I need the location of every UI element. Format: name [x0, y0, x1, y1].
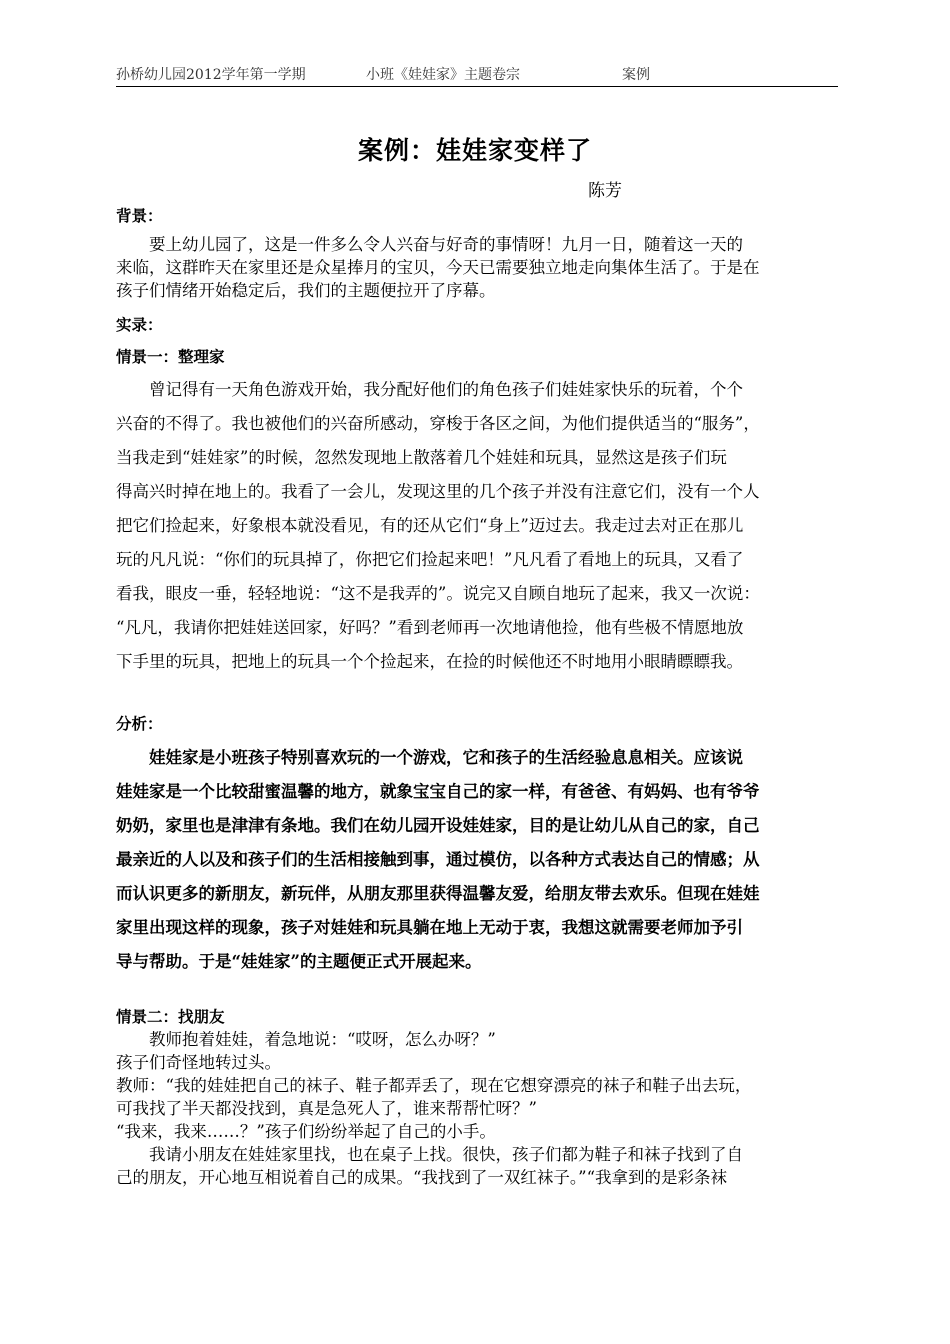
- paragraph-line: 曾记得有一天角色游戏开始，我分配好他们的角色孩子们娃娃家快乐的玩着，个个: [116, 380, 743, 399]
- header-type: 案例: [622, 67, 650, 83]
- paragraph-line: “凡凡，我请你把娃娃送回家，好吗？”看到老师再一次地请他捡，他有些极不情愿地放: [116, 618, 744, 637]
- paragraph-line: 我请小朋友在娃娃家里找，也在桌子上找。很快，孩子们都为鞋子和袜子找到了自: [116, 1145, 743, 1164]
- scene1-label: 情景一：整理家: [116, 348, 225, 366]
- analysis-label: 分析：: [116, 715, 163, 733]
- document-title: 案例：娃娃家变样了: [357, 136, 592, 165]
- paragraph-line: 奶奶，家里也是津津有条地。我们在幼儿园开设娃娃家，目的是让幼儿从自己的家，自己: [116, 816, 760, 835]
- paragraph-line: 兴奋的不得了。我也被他们的兴奋所感动，穿梭于各区之间，为他们提供适当的“服务”，: [116, 414, 760, 433]
- paragraph-line: 玩的凡凡说：“你们的玩具掉了，你把它们捡起来吧！”凡凡看了看地上的玩具，又看了: [116, 550, 744, 569]
- analysis-paragraph: [116, 741, 840, 979]
- paragraph-line: 教师抱着娃娃，着急地说：“哎呀，怎么办呀？”: [116, 1030, 496, 1049]
- header-volume: 小班《娃娃家》主题卷宗: [366, 67, 520, 83]
- paragraph-line: 娃娃家是一个比较甜蜜温馨的地方，就象宝宝自己的家一样，有爸爸、有妈妈、也有爷爷: [116, 782, 760, 801]
- header-rule: [116, 86, 838, 87]
- paragraph-line: “我来，我来……？”孩子们纷纷举起了自己的小手。: [116, 1122, 496, 1141]
- paragraph-line: 看我，眼皮一垂，轻轻地说：“这不是我弄的”。说完又自顾自地玩了起来，我又一次说：: [116, 584, 760, 603]
- background-label: 背景：: [116, 207, 163, 225]
- paragraph-line: 要上幼儿园了，这是一件多么令人兴奋与好奇的事情呀！九月一日，随着这一天的: [116, 235, 743, 254]
- paragraph-line: 孩子们情绪开始稳定后，我们的主题便拉开了序幕。: [116, 281, 496, 300]
- paragraph-line: 己的朋友，开心地互相说着自己的成果。“我找到了一双红袜子。”“我拿到的是彩条袜: [116, 1168, 728, 1187]
- paragraph-line: 最亲近的人以及和孩子们的生活相接触到事，通过模仿，以各种方式表达自己的情感；从: [116, 850, 760, 869]
- paragraph-line: 得高兴时掉在地上的。我看了一会儿，发现这里的几个孩子并没有注意它们，没有一个人: [116, 482, 760, 501]
- paragraph-line: 当我走到“娃娃家”的时候，忽然发现地上散落着几个娃娃和玩具，显然这是孩子们玩: [116, 448, 727, 467]
- header-school: 孙桥幼儿园2012学年第一学期: [116, 67, 306, 83]
- paragraph-line: 教师：“我的娃娃把自己的袜子、鞋子都弄丢了，现在它想穿漂亮的袜子和鞋子出去玩，: [116, 1076, 752, 1095]
- record-label: 实录：: [116, 316, 163, 334]
- scene1-paragraph: [116, 373, 840, 679]
- paragraph-line: 家里出现这样的现象，孩子对娃娃和玩具躺在地上无动于衷，我想这就需要老师加予引: [116, 918, 743, 937]
- paragraph-line: 可我找了半天都没找到，真是急死人了，谁来帮帮忙呀？”: [116, 1099, 537, 1118]
- scene2-label: 情景二：找朋友: [116, 1008, 225, 1026]
- paragraph-line: 把它们捡起来，好象根本就没看见，有的还从它们“身上”迈过去。我走过去对正在那儿: [116, 516, 744, 535]
- paragraph-line: 下手里的玩具，把地上的玩具一个个捡起来，在捡的时候他还不时地用小眼睛瞟瞟我。: [116, 652, 743, 671]
- paragraph-line: 娃娃家是小班孩子特别喜欢玩的一个游戏，它和孩子的生活经验息息相关。应该说: [116, 748, 743, 767]
- scene2-paragraph: [116, 1028, 840, 1189]
- paragraph-line: 而认识更多的新朋友，新玩伴，从朋友那里获得温馨友爱，给朋友带去欢乐。但现在娃娃: [116, 884, 760, 903]
- paragraph-line: 来临，这群昨天在家里还是众星捧月的宝贝，今天已需要独立地走向集体生活了。于是在: [116, 258, 760, 277]
- document-author: 陈芳: [588, 181, 622, 201]
- background-paragraph: [116, 233, 840, 302]
- paragraph-line: 孩子们奇怪地转过头。: [116, 1053, 281, 1072]
- paragraph-line: 导与帮助。于是“娃娃家”的主题便正式开展起来。: [116, 952, 482, 971]
